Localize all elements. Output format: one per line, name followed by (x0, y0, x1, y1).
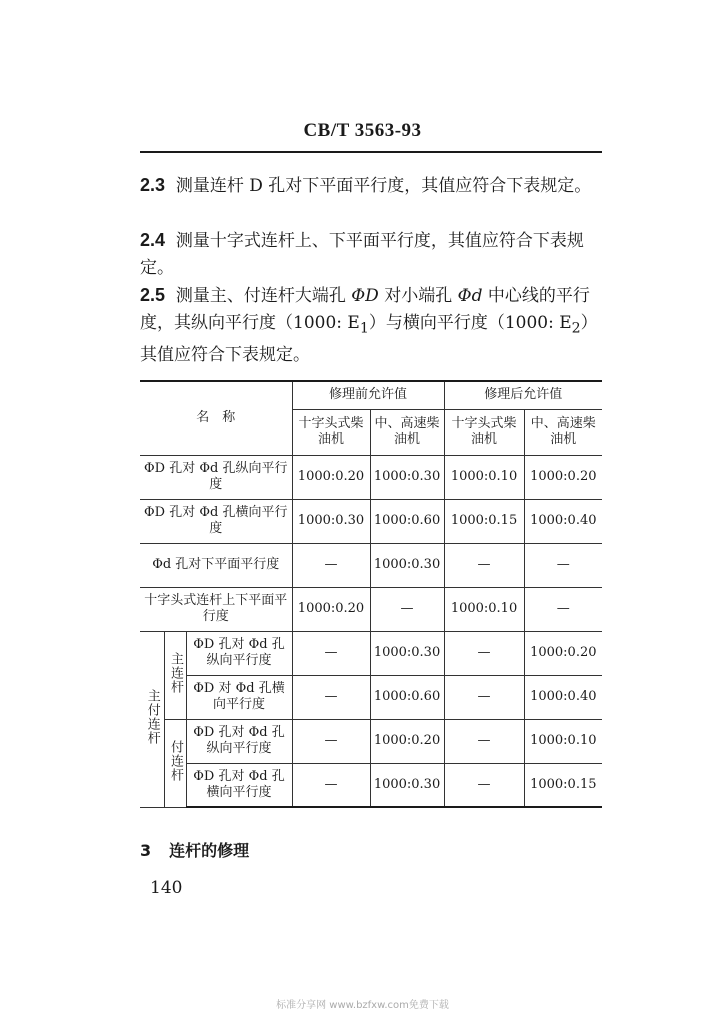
cell-value: — (370, 587, 444, 631)
table-row (140, 455, 602, 499)
cell-value: — (524, 543, 602, 587)
table-row (140, 763, 602, 807)
clause-text: 中心线的平行度，其纵向平行度（1000: E (140, 286, 590, 333)
cell-value: — (444, 543, 524, 587)
before-repair-header: 修理前允许值 (292, 381, 444, 409)
cell-value: 1000:0.15 (444, 499, 524, 543)
aux-rod-group: 付连杆 (164, 719, 186, 807)
cell-value: 1000:0.10 (444, 587, 524, 631)
cell-value: 1000:0.60 (370, 675, 444, 719)
cell-value: 1000:0.15 (524, 763, 602, 807)
cell-value: — (444, 631, 524, 675)
cell-value: 1000:0.30 (292, 499, 370, 543)
clause-2-4 (140, 227, 604, 282)
symbol-phi-d: Φd (457, 286, 483, 306)
document-code: CB/T 3563-93 (303, 120, 422, 141)
section-title: 连杆的修理 (169, 841, 250, 860)
row-label: ΦD 孔对 Φd 孔纵向平行度 (186, 631, 292, 675)
clause-number: 2.3 (140, 175, 166, 195)
sub-header: 十字头式柴油机 (444, 409, 524, 455)
clause-text: 测量十字式连杆上、下平面平行度，其值应符合下表规定。 (140, 231, 584, 278)
cell-value: — (292, 763, 370, 807)
section-3-heading (140, 838, 249, 861)
table-row (140, 675, 602, 719)
row-label: 十字头式连杆上下平面平行度 (140, 587, 292, 631)
clause-text: ）其值应符合下表规定。 (140, 313, 598, 366)
row-label: ΦD 孔对 Φd 孔横向平行度 (186, 763, 292, 807)
cell-value: — (444, 763, 524, 807)
cell-value: 1000:0.30 (370, 455, 444, 499)
main-aux-rod-group: 主付连杆 (140, 631, 164, 807)
cell-value: 1000:0.20 (524, 631, 602, 675)
cell-value: 1000:0.30 (370, 631, 444, 675)
cell-value: 1000:0.20 (292, 587, 370, 631)
table-row (140, 631, 602, 675)
cell-value: 1000:0.20 (370, 719, 444, 763)
subscript: 2 (571, 320, 581, 337)
row-label: Φd 孔对下平面平行度 (140, 543, 292, 587)
clause-text: 测量主、付连杆大端孔 (175, 286, 352, 306)
watermark-footer: 标准分享网 www.bzfxw.com免费下载 (276, 1000, 449, 1011)
cell-value: — (444, 675, 524, 719)
clause-2-3 (140, 172, 604, 200)
clause-number: 2.5 (140, 285, 166, 305)
cell-value: — (292, 675, 370, 719)
header-rule (140, 151, 602, 153)
cell-value: — (524, 587, 602, 631)
cell-value: 1000:0.40 (524, 499, 602, 543)
clause-text: 测量连杆 D 孔对下平面平行度，其值应符合下表规定。 (175, 176, 592, 196)
table-row (140, 543, 602, 587)
cell-value: 1000:0.20 (292, 455, 370, 499)
page-number: 140 (150, 878, 183, 898)
cell-value: — (292, 719, 370, 763)
cell-value: 1000:0.30 (370, 763, 444, 807)
cell-value: — (444, 719, 524, 763)
clause-number: 2.4 (140, 230, 166, 250)
tolerance-table (140, 380, 602, 808)
sub-header: 十字头式柴油机 (292, 409, 370, 455)
after-repair-header: 修理后允许值 (444, 381, 602, 409)
main-rod-group: 主连杆 (164, 631, 186, 719)
row-label: ΦD 孔对 Φd 孔横向平行度 (140, 499, 292, 543)
cell-value: 1000:0.10 (444, 455, 524, 499)
cell-value: 1000:0.60 (370, 499, 444, 543)
cell-value: 1000:0.30 (370, 543, 444, 587)
table-row (140, 719, 602, 763)
table-row (140, 587, 602, 631)
sub-header: 中、高速柴油机 (370, 409, 444, 455)
row-label: ΦD 孔对 Φd 孔纵向平行度 (186, 719, 292, 763)
clause-2-5 (140, 282, 604, 369)
table-row (140, 499, 602, 543)
sub-header: 中、高速柴油机 (524, 409, 602, 455)
row-label: ΦD 孔对 Φd 孔纵向平行度 (140, 455, 292, 499)
cell-value: 1000:0.10 (524, 719, 602, 763)
cell-value: 1000:0.20 (524, 455, 602, 499)
clause-text: ）与横向平行度（1000: E (368, 313, 572, 333)
row-label: ΦD 对 Φd 孔横向平行度 (186, 675, 292, 719)
name-header: 名 称 (140, 381, 292, 455)
section-number: 3 (140, 841, 152, 860)
symbol-phi-D: ΦD (351, 286, 379, 306)
subscript: 1 (359, 320, 369, 337)
cell-value: 1000:0.40 (524, 675, 602, 719)
clause-text: 对小端孔 (378, 286, 458, 306)
cell-value: — (292, 543, 370, 587)
cell-value: — (292, 631, 370, 675)
